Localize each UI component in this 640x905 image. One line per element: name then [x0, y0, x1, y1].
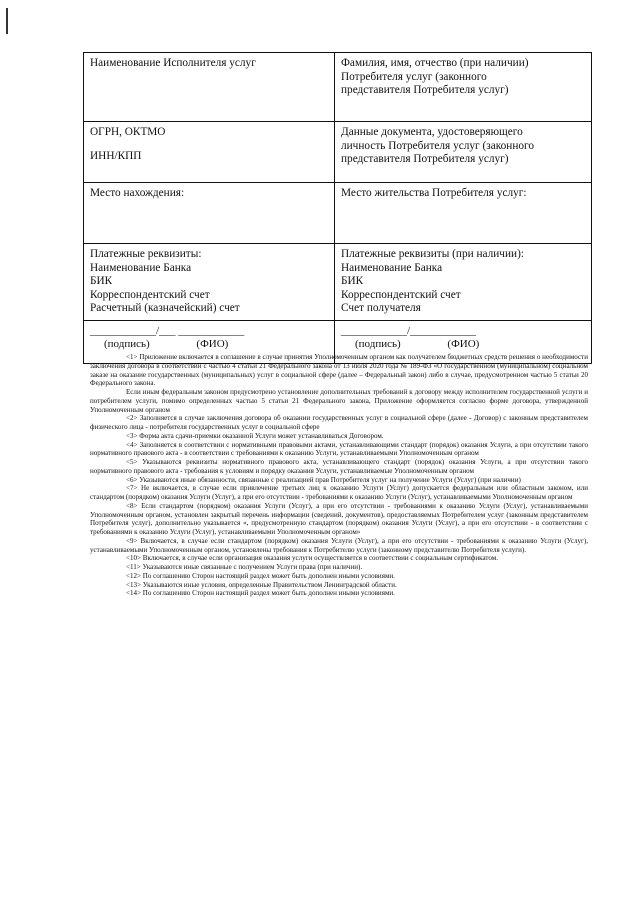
consumer-signature-line: ____________/____________ [341, 324, 477, 337]
executor-bank-name: Наименование Банка [90, 261, 192, 274]
consumer-fio-cell [335, 53, 592, 122]
consumer-residence-cell [335, 183, 592, 244]
executor-sign-label: (подпись) [104, 337, 150, 350]
consumer-doc-line-1: Данные документа, удостоверяющего [341, 126, 523, 138]
footnote-7: <7> Не включается, в случае если привлечение третьих лиц к оказанию Услуги (Услуг) допускается федеральным или областным законом, или стандартом (порядком) оказания Услуги (Услуг), а при его отсутствии - требованиями к оказанию Услуги (Услуг), устанавливаемыми Уполномоченным органом [90, 484, 588, 501]
table-row [84, 122, 592, 183]
consumer-payment-title: Платежные реквизиты (при наличии): [341, 248, 524, 260]
footnotes [90, 353, 588, 598]
executor-corr-account: Корреспондентский счет [90, 288, 210, 301]
table-row [84, 244, 592, 321]
executor-settlement-account: Расчетный (казначейский) счет [90, 302, 240, 315]
footnote-11: <11> Указываются иные связанные с получением Услуги права (при наличии). [126, 563, 363, 571]
consumer-residence-label: Место жительства Потребителя услуг: [341, 187, 527, 199]
ogrn-oktmo-label: ОГРН, ОКТМО [90, 126, 166, 138]
consumer-recipient-account: Счет получателя [341, 302, 421, 315]
footnote-9: <9> Включается, в случае если стандартом (порядком) оказания Услуги (Услуг), а при его отсутствии - требованиями к оказанию Услуги (Услуг), устанавливаемыми Уполномоченным органом, установлены требования к Потребителю услуги (законному представителю Потребителя услуги). [90, 536, 588, 554]
consumer-document-cell [335, 122, 592, 183]
executor-location-label: Место нахождения: [90, 187, 185, 199]
footnote-1: <1> Приложение включается в соглашение в случае принятия Уполномоченным органом как получателем бюджетных средств решения о необходимости заключения договора в соответствии с частью 4 статьи 21 Федерального закона от 13 июля 2020 года № 189-ФЗ «О государственном (муниципальном) социальном заказе на оказание государственных (муниципальных) услуг в социальной сфере (далее – Федеральный закон) либо в случае, предусмотренном частью 5 статьи 20 Федерального закона. [90, 353, 588, 388]
executor-payment-title: Платежные реквизиты: [90, 248, 202, 260]
footnote-10: <10> Включается, в случае если организация оказания услуги осуществляется в соответствии с социальным сертификатом. [126, 554, 498, 563]
executor-location-cell [84, 183, 335, 244]
executor-name-cell [84, 53, 335, 122]
footnote-8: <8> Если стандартом (порядком) оказания Услуги (Услуг), а при его отсутствии - требованиями к оказанию Услуги (Услуг), устанавливаемыми Уполномоченным органом, установлен закрытый перечень информации (сведений, документов), предоставляемых Потребителем услуг (законным представителем Потребителя услуг), дополнительно указывается «, предусмотренную стандартом (порядком) оказания Услуги (Услуг), а при его отсутствии - в соответствии с требованиями к оказанию Услуги (Услуг), устанавливаемыми Уполномоченным органом» [90, 501, 588, 536]
consumer-doc-line-2: личность Потребителя услуг (законного [341, 139, 535, 152]
table-row [84, 183, 592, 244]
footnote-12: <12> По соглашению Сторон настоящий раздел может быть дополнен иными условиями. [126, 571, 395, 580]
footnote-5: <5> Указываются реквизиты нормативного правового акта, устанавливающего стандарт (порядок) оказания Услуги, а при отсутствии такого нормативного правового акта - требования к условиям и порядку оказания Услуги, устанавливаемые Уполномоченным органом [90, 458, 588, 475]
consumer-corr-account: Корреспондентский счет [341, 288, 461, 301]
executor-fio-label: (ФИО) [196, 337, 229, 350]
consumer-fio-line-2: Потребителя услуг (законного [341, 70, 487, 83]
consumer-fio-line-3: представителя Потребителя услуг) [341, 84, 509, 97]
consumer-fio-label: (ФИО) [447, 337, 480, 350]
requisites-table [83, 52, 592, 364]
footnote-6: <6> Указываются иные обязанности, связанные с реализацией прав Потребителя услуг на получение Услуги (Услуг) (при наличии) [126, 475, 521, 484]
consumer-bik: БИК [341, 275, 364, 288]
consumer-bank-name: Наименование Банка [341, 261, 443, 274]
executor-name-label: Наименование Исполнителя услуг [90, 57, 256, 69]
executor-ids-cell [84, 122, 335, 183]
scan-edge-mark [6, 8, 8, 34]
footnote-14: <14> По соглашению Сторон настоящий раздел может быть дополнен иными условиями. [126, 589, 395, 598]
footnote-3: <3> Форма акта сдачи-приемки оказанной Услуги может устанавливаться Договором. [126, 431, 384, 440]
footnote-2: <2> Заполняется в случае заключения договора об оказании государственных услуг в социальной сфере (далее - Договор) с законным представителем физического лица - потребителя государственных услуг в социальной сфере [90, 414, 588, 431]
inn-kpp-label: ИНН/КПП [90, 149, 142, 162]
footnote-4: <4> Заполняется в соответствии с нормативными правовыми актами, устанавливающими стандарт (порядок) оказания Услуги, а при отсутствии такого нормативного правового акта - в соответствии с требованиями к оказанию Услуги, устанавливаемыми Уполномоченным органом [90, 440, 588, 458]
footnote-13: <13> Указываются иные условия, определенные Правительством Ленинградской области. [126, 580, 397, 589]
executor-bik: БИК [90, 275, 113, 288]
footnote-1-extra: Если иным федеральным законом предусмотрено установление дополнительных требований к договору между исполнителем государственной услуги и потребителем услуги, помимо определенных частью 5 статьи 21 Федерального закона, Приложение оформляется согласно форме договора, утвержденной Уполномоченным органом [90, 388, 588, 414]
consumer-doc-line-3: представителя Потребителя услуг) [341, 153, 509, 166]
consumer-payment-cell [335, 244, 592, 321]
executor-payment-cell [84, 244, 335, 321]
consumer-sign-label: (подпись) [355, 337, 401, 350]
consumer-fio-line-1: Фамилия, имя, отчество (при наличии) [341, 57, 529, 69]
table-row [84, 53, 592, 122]
executor-signature-line: ____________/___ ____________ [90, 324, 245, 337]
